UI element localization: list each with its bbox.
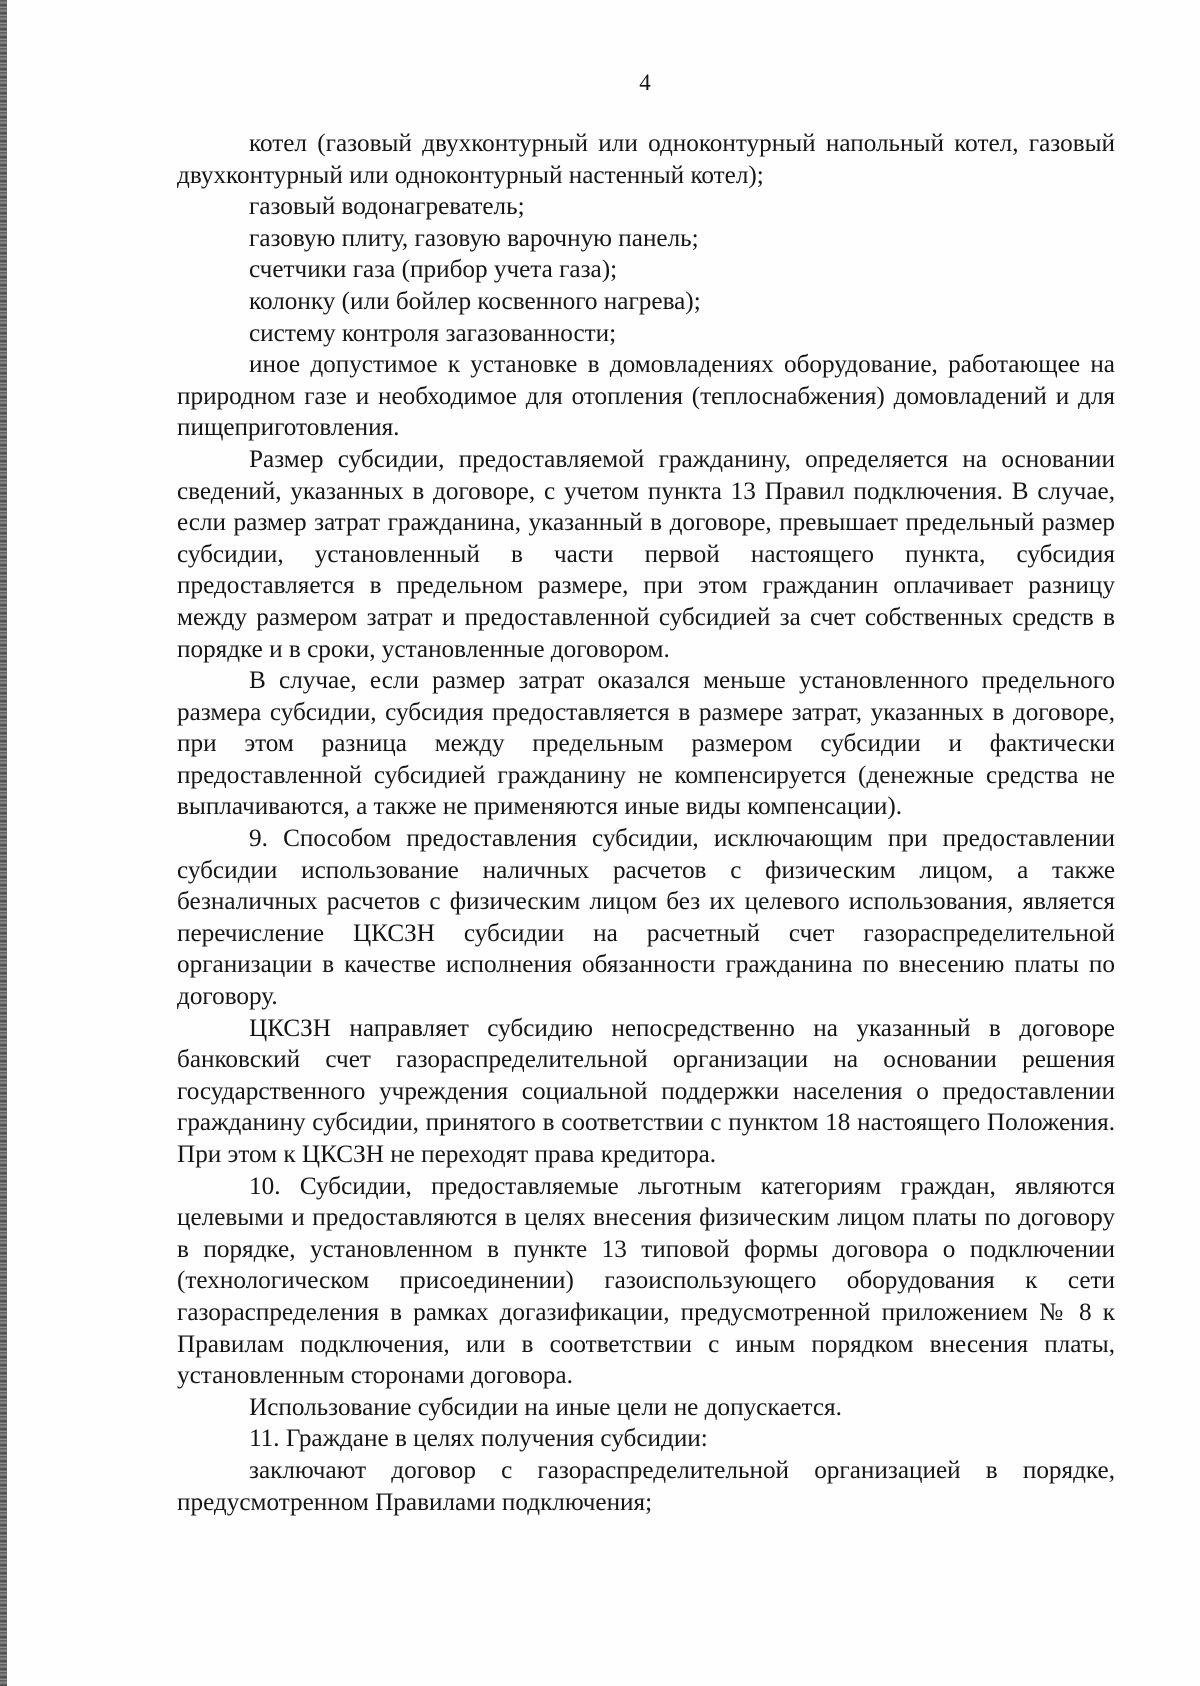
paragraph: иное допустимое к установке в домовладениях оборудование, работающее на природном газе и необходимое для отопления (теплоснабжения) домовладений и для пищеприготовления. — [177, 351, 1115, 442]
paragraph: 11. Граждане в целях получения субсидии: — [249, 1425, 708, 1453]
paragraph: В случае, если размер затрат оказался меньше установленного предельного размера субсидии, субсидия предоставляется в размере затрат, указанных в договоре, при этом разница между предельным размером субсидии и фактически предоставленной субсидией гражданину не компенсируется (денежные средства не выплачиваются, а также не применяются иные виды компенсации). — [177, 667, 1115, 821]
paragraph: Размер субсидии, предоставляемой гражданину, определяется на основании сведений, указанных в договоре, с учетом пункта 13 Правил подключения. В случае, если размер затрат гражданина, указанный в договоре, превышает предельный размер субсидии, установленный в части первой настоящего пункта, субсидия предоставляется в предельном размере, при этом гражданин оплачивает разницу между размером затрат и предоставленной субсидией за счет собственных средств в порядке и в сроки, установленные договором. — [177, 445, 1115, 663]
paragraph: газовый водонагреватель; — [249, 193, 525, 221]
body-text — [177, 128, 1115, 1518]
scan-edge — [0, 0, 7, 1686]
paragraph: колонку (или бойлер косвенного нагрева); — [249, 287, 701, 315]
paragraph: 9. Способом предоставления субсидии, исключающим при предоставлении субсидии использование наличных расчетов с физическим лицом, а также безналичных расчетов с физическим лицом без их целевого использования, является перечисление ЦКСЗН субсидии на расчетный счет газораспределительной организации в качестве исполнения обязанности гражданина по внесению платы по договору. — [177, 825, 1115, 1011]
paragraph: ЦКСЗН направляет субсидию непосредственно на указанный в договоре банковский счет газораспределительной организации на основании решения государственного учреждения социальной поддержки населения о предоставлении гражданину субсидии, принятого в соответствии с пунктом 18 настоящего Положения. При этом к ЦКСЗН не переходят права кредитора. — [177, 1014, 1115, 1168]
page-number: 4 — [639, 70, 651, 95]
paragraph: 10. Субсидии, предоставляемые льготным категориям граждан, являются целевыми и предоставляются в целях внесения физическим лицом платы по договору в порядке, установленном в пункте 13 типовой формы договора о подключении (технологическом присоединении) газоиспользующего оборудования к сети газораспределения в рамках догазификации, предусмотренной приложением № 8 к Правилам подключения, или в соответствии с иным порядком внесения платы, установленным сторонами договора. — [177, 1172, 1115, 1390]
paragraph: газовую плиту, газовую варочную панель; — [249, 224, 699, 252]
paragraph: Использование субсидии на иные цели не допускается. — [249, 1393, 842, 1421]
paragraph: систему контроля загазованности; — [249, 319, 617, 347]
paragraph: заключают договор с газораспределительной организацией в порядке, предусмотренном Правилами подключения; — [177, 1456, 1115, 1516]
paragraph: счетчики газа (прибор учета газа); — [249, 256, 618, 284]
paragraph: котел (газовый двухконтурный или одноконтурный напольный котел, газовый двухконтурный или одноконтурный настенный котел); — [177, 130, 1115, 189]
